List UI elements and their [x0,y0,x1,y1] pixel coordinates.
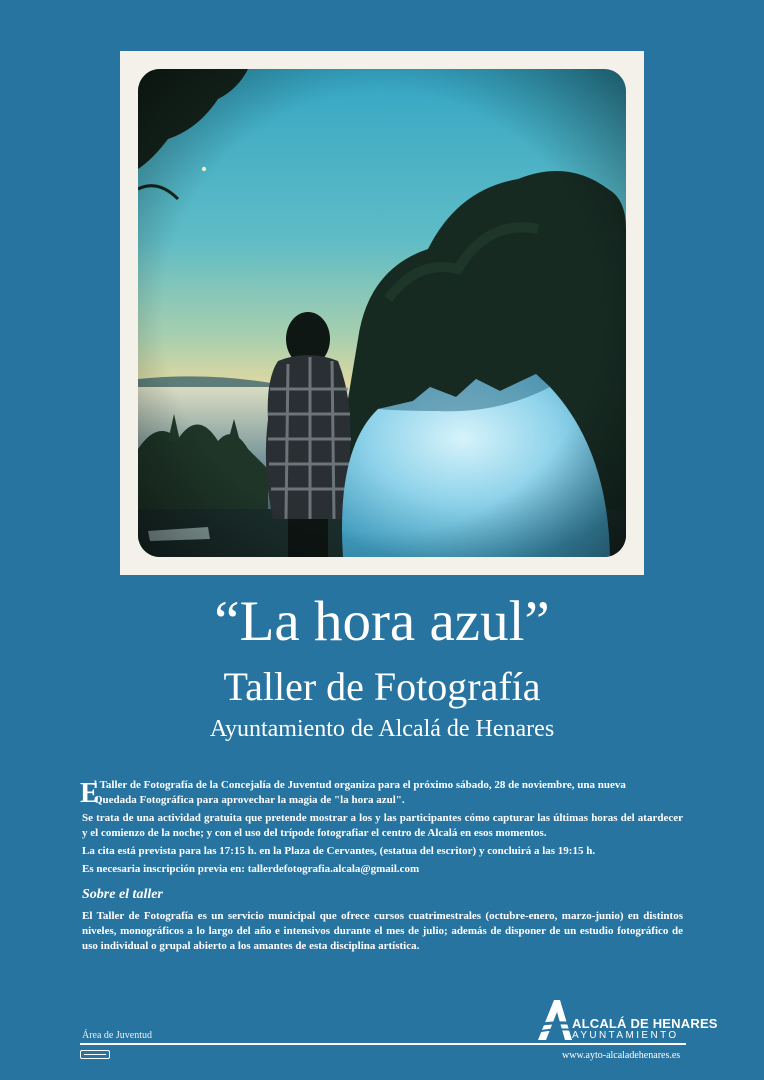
intro-paragraph [82,778,683,808]
alcala-logo-icon [534,998,574,1042]
poster-subtitle: Taller de Fotografía [223,664,541,709]
about-heading: Sobre el taller [82,887,163,902]
activity-paragraph: Se trata de una actividad gratuita que pretende mostrar a los y las participantes cómo capturar las últimas horas del atardecer y el comienzo de la noche; y con el uso del trípode fotografiar el centro de Alcalá en esos momentos. [82,812,683,839]
intro-line-2: Quedada Fotográfica para aprovechar la magia de "la hora azul". [94,794,405,806]
footer-divider [80,1043,686,1045]
website-link[interactable]: www.ayto-alcaladehenares.es [562,1050,681,1061]
about-text: El Taller de Fotografía es un servicio municipal que ofrece cursos cuatrimestrales (octubre-enero, marzo-junio) en distintos niveles, monográficos a lo largo del año e intensivos durante el mes de julio; además de disponer de un estudio fotográfico de uso individual o grupal abierto a los amantes de esta disciplina artística. [82,910,683,952]
registration-paragraph: Es necesaria inscripción previa en: tallerdefotografia.alcala@gmail.com [82,863,420,875]
event-description [82,778,683,880]
blue-hour-photo [138,69,626,557]
poster-title: “La hora azul” [214,590,550,653]
organization-name: Ayuntamiento de Alcalá de Henares [209,716,555,742]
photo-frame [120,51,644,575]
dropcap: E [80,777,100,809]
intro-line-1: l Taller de Fotografía de la Concejalía de Juventud organiza para el próximo sábado, 28 de noviembre, una nueva [94,779,626,791]
schedule-paragraph: La cita está prevista para las 17:15 h. en la Plaza de Cervantes, (estatua del escritor) y concluirá a las 19:15 h. [82,845,596,857]
logo-subtitle: AYUNTAMIENTO [572,1030,679,1041]
logo-name: ALCALÁ DE HENARES [572,1016,718,1031]
youth-badge-icon [80,1050,110,1059]
area-label: Área de Juventud [82,1030,152,1041]
poster-photo [138,69,626,557]
